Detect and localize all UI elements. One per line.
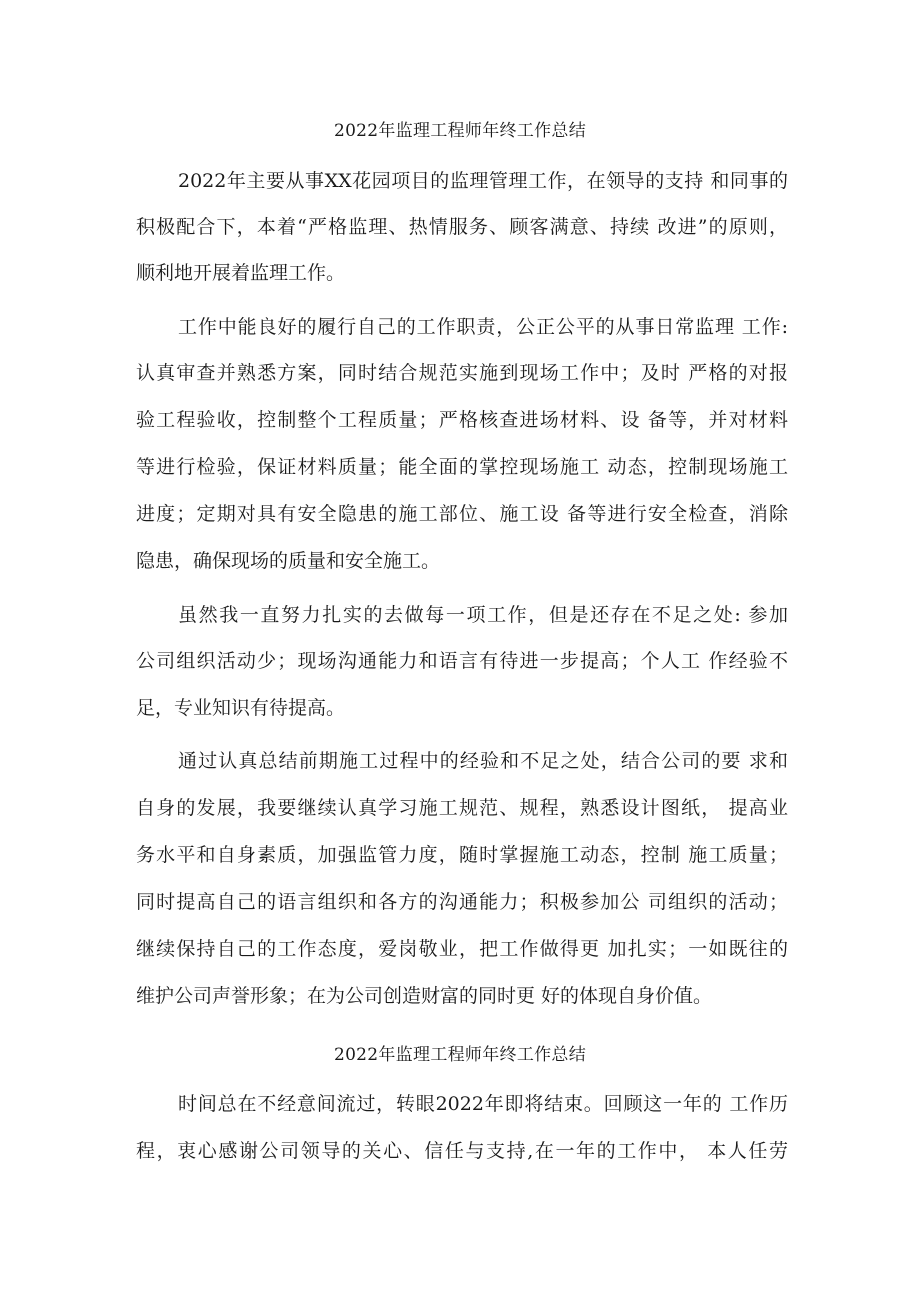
paragraph-line: 通过认真总结前期施工过程中的经验和不足之处，结合公司的要 求和 [178,750,788,772]
paragraph-line: 工作中能良好的履行自己的工作职责，公正公平的从事日常监理 工作: [178,316,788,338]
paragraph-line: 认真审查并熟悉方案，同时结合规范实施到现场工作中；及时 严格的对报 [136,362,788,384]
document-title: 2022年监理工程师年终工作总结 [333,121,587,141]
paragraph-line: 进度；定期对具有安全隐患的施工部位、施工设 备等进行安全检查，消除 [136,503,788,525]
paragraph-line: 维护公司声誉形象；在为公司创造财富的同时更 好的体现自身价值。 [136,985,713,1007]
paragraph-line: 程，衷心感谢公司领导的关心、信任与支持,在一年的工作中， 本人任劳 [136,1140,788,1162]
paragraph-line: 2022年主要从事XX花园项目的监理管理工作，在领导的支持 和同事的 [178,170,788,192]
paragraph-line: 虽然我一直努力扎实的去做每一项工作，但是还存在不足之处: 参加 [178,604,788,626]
paragraph-line: 足，专业知识有待提高。 [136,697,346,719]
paragraph-line: 等进行检验，保证材料质量；能全面的掌控现场施工 动态，控制现场施工 [136,456,788,478]
paragraph-line: 继续保持自己的工作态度，爱岗敬业，把工作做得更 加扎实；一如既往的 [136,938,788,960]
paragraph-line: 同时提高自己的语言组织和各方的沟通能力；积极参加公 司组织的活动； [136,891,788,913]
document-title: 2022年监理工程师年终工作总结 [333,1045,587,1065]
paragraph-line: 时间总在不经意间流过，转眼2022年即将结束。回顾这一年的 工作历 [178,1093,788,1115]
paragraph-line: 积极配合下，本着“严格监理、热情服务、顾客满意、持续 改进”的原则， [136,216,788,238]
paragraph-line: 隐患，确保现场的质量和安全施工。 [136,550,441,572]
paragraph-line: 顺利地开展着监理工作。 [136,262,346,284]
paragraph-line: 验工程验收，控制整个工程质量；严格核查进场材料、设 备等，并对材料 [136,409,788,431]
paragraph-line: 自身的发展，我要继续认真学习施工规范、规程，熟悉设计图纸， 提高业 [136,797,788,819]
paragraph-line: 公司组织活动少；现场沟通能力和语言有待进一步提高；个人工 作经验不 [136,650,788,672]
paragraph-line: 务水平和自身素质，加强监管力度，随时掌握施工动态，控制 施工质量； [136,844,788,866]
